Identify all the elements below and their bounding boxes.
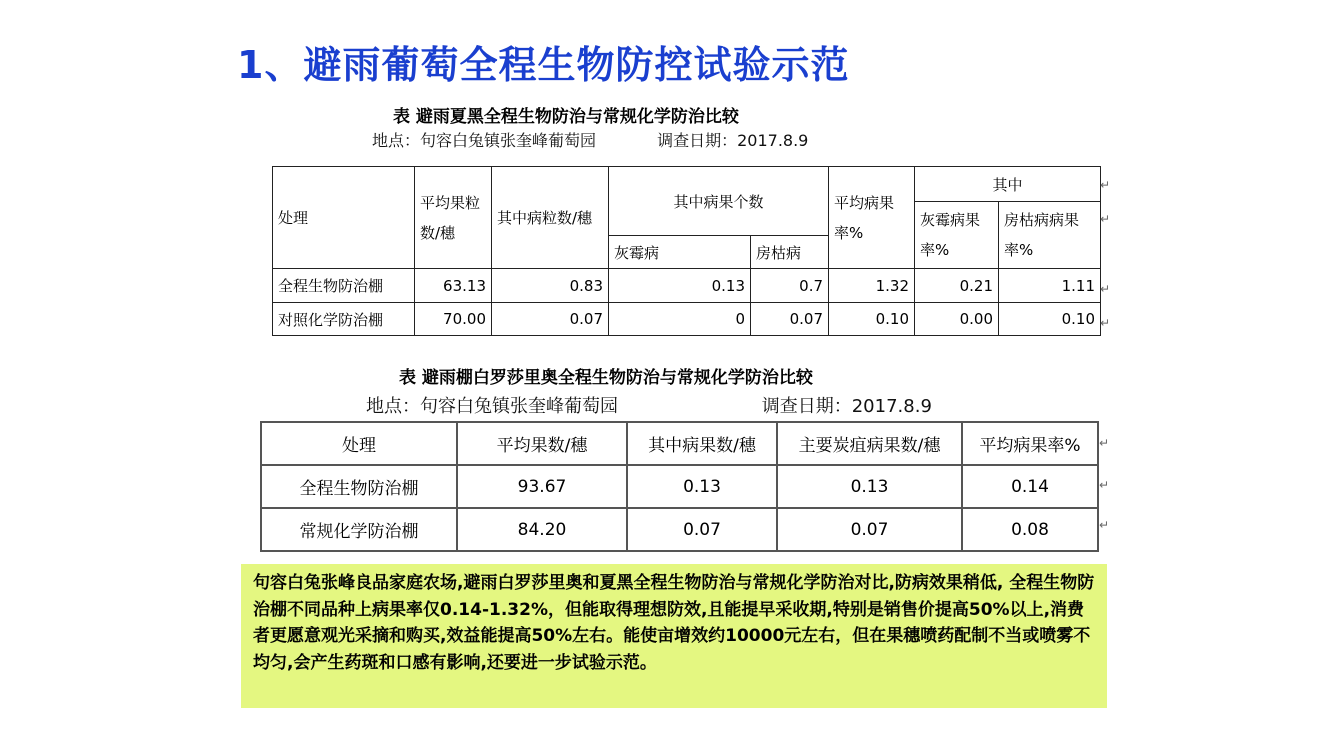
table2-location: 地点：句容白兔镇张奎峰葡萄园 (366, 396, 618, 417)
row-end-mark: ↵ (1099, 478, 1110, 492)
header-treatment: 处理 (273, 167, 415, 269)
cell-treatment: 全程生物防治棚 (261, 465, 457, 508)
cell-diseased-fruit: 0.07 (627, 508, 777, 551)
row-end-mark: ↵ (1100, 282, 1111, 296)
summary-paragraph: 句容白兔张峰良品家庭农场,避雨白罗莎里奥和夏黑全程生物防治与常规化学防治对比,防病效果稍低, 全程生物防治棚不同品种上病果率仅0.14-1.32%，但能取得理想防效,且能提早采收期,特别是销售价提高50%以上,消费者更愿意观光采摘和购买,效益能提高50%左右。能使亩增效约10000元左右，但在果穗喷药配制不当或喷雾不均匀,会产生药斑和口感有影响,还要进一步试验示范。 (241, 564, 1107, 708)
cell-avg-rate: 1.32 (829, 269, 915, 303)
header-avg-rate: 平均病果率% (829, 167, 915, 269)
table1-caption: 表 避雨夏黑全程生物防治与常规化学防治比较 (393, 107, 739, 127)
cell-anthracnose-fruit: 0.13 (777, 465, 962, 508)
header-avg-grains: 平均果粒数/穗 (415, 167, 492, 269)
row-end-mark: ↵ (1100, 212, 1111, 226)
table-row (273, 303, 1101, 336)
row-end-mark: ↵ (1100, 178, 1111, 192)
cell-avg-rate: 0.10 (829, 303, 915, 336)
cell-diseased-grains: 0.83 (492, 269, 609, 303)
cell-diseased-grains: 0.07 (492, 303, 609, 336)
cell-gray-mold-rate: 0.00 (915, 303, 999, 336)
cell-house-wilt: 0.7 (751, 269, 829, 303)
header-diseased-fruit: 其中病果数/穗 (627, 422, 777, 465)
cell-avg-rate: 0.08 (962, 508, 1098, 551)
page-title: 1、避雨葡萄全程生物防控试验示范 (237, 43, 850, 87)
cell-house-wilt-rate: 1.11 (999, 269, 1101, 303)
row-end-mark: ↵ (1100, 316, 1111, 330)
cell-diseased-fruit: 0.13 (627, 465, 777, 508)
table1-date: 调查日期：2017.8.9 (657, 131, 809, 150)
table-row (273, 269, 1101, 303)
header-among: 其中 (915, 167, 1101, 202)
cell-avg-fruit: 93.67 (457, 465, 627, 508)
cell-anthracnose-fruit: 0.07 (777, 508, 962, 551)
cell-treatment: 全程生物防治棚 (273, 269, 415, 303)
table2 (260, 421, 1099, 552)
cell-gray-mold: 0 (609, 303, 751, 336)
cell-house-wilt-rate: 0.10 (999, 303, 1101, 336)
table1 (272, 166, 1101, 336)
table2-location-line (366, 392, 932, 418)
header-treatment: 处理 (261, 422, 457, 465)
cell-house-wilt: 0.07 (751, 303, 829, 336)
cell-gray-mold-rate: 0.21 (915, 269, 999, 303)
cell-treatment: 对照化学防治棚 (273, 303, 415, 336)
header-anthracnose-fruit: 主要炭疽病果数/穗 (777, 422, 962, 465)
header-gray-mold: 灰霉病 (609, 236, 751, 269)
table-row (261, 465, 1098, 508)
cell-avg-grains: 63.13 (415, 269, 492, 303)
table-row (261, 508, 1098, 551)
header-gray-mold-rate: 灰霉病果率% (915, 202, 999, 269)
header-diseased-grains: 其中病粒数/穗 (492, 167, 609, 269)
table2-caption: 表 避雨棚白罗莎里奥全程生物防治与常规化学防治比较 (399, 368, 813, 388)
table1-location: 地点：句容白兔镇张奎峰葡萄园 (372, 131, 597, 150)
table1-location-line (372, 128, 808, 151)
table2-date: 调查日期：2017.8.9 (761, 396, 932, 417)
cell-avg-rate: 0.14 (962, 465, 1098, 508)
cell-avg-grains: 70.00 (415, 303, 492, 336)
header-avg-fruit: 平均果数/穗 (457, 422, 627, 465)
row-end-mark: ↵ (1099, 518, 1110, 532)
header-diseased-fruit-count: 其中病果个数 (609, 167, 829, 236)
cell-avg-fruit: 84.20 (457, 508, 627, 551)
header-house-wilt-rate: 房枯病病果率% (999, 202, 1101, 269)
cell-treatment: 常规化学防治棚 (261, 508, 457, 551)
header-avg-rate: 平均病果率% (962, 422, 1098, 465)
row-end-mark: ↵ (1099, 436, 1110, 450)
table2-header-row (261, 422, 1098, 465)
cell-gray-mold: 0.13 (609, 269, 751, 303)
header-house-wilt: 房枯病 (751, 236, 829, 269)
